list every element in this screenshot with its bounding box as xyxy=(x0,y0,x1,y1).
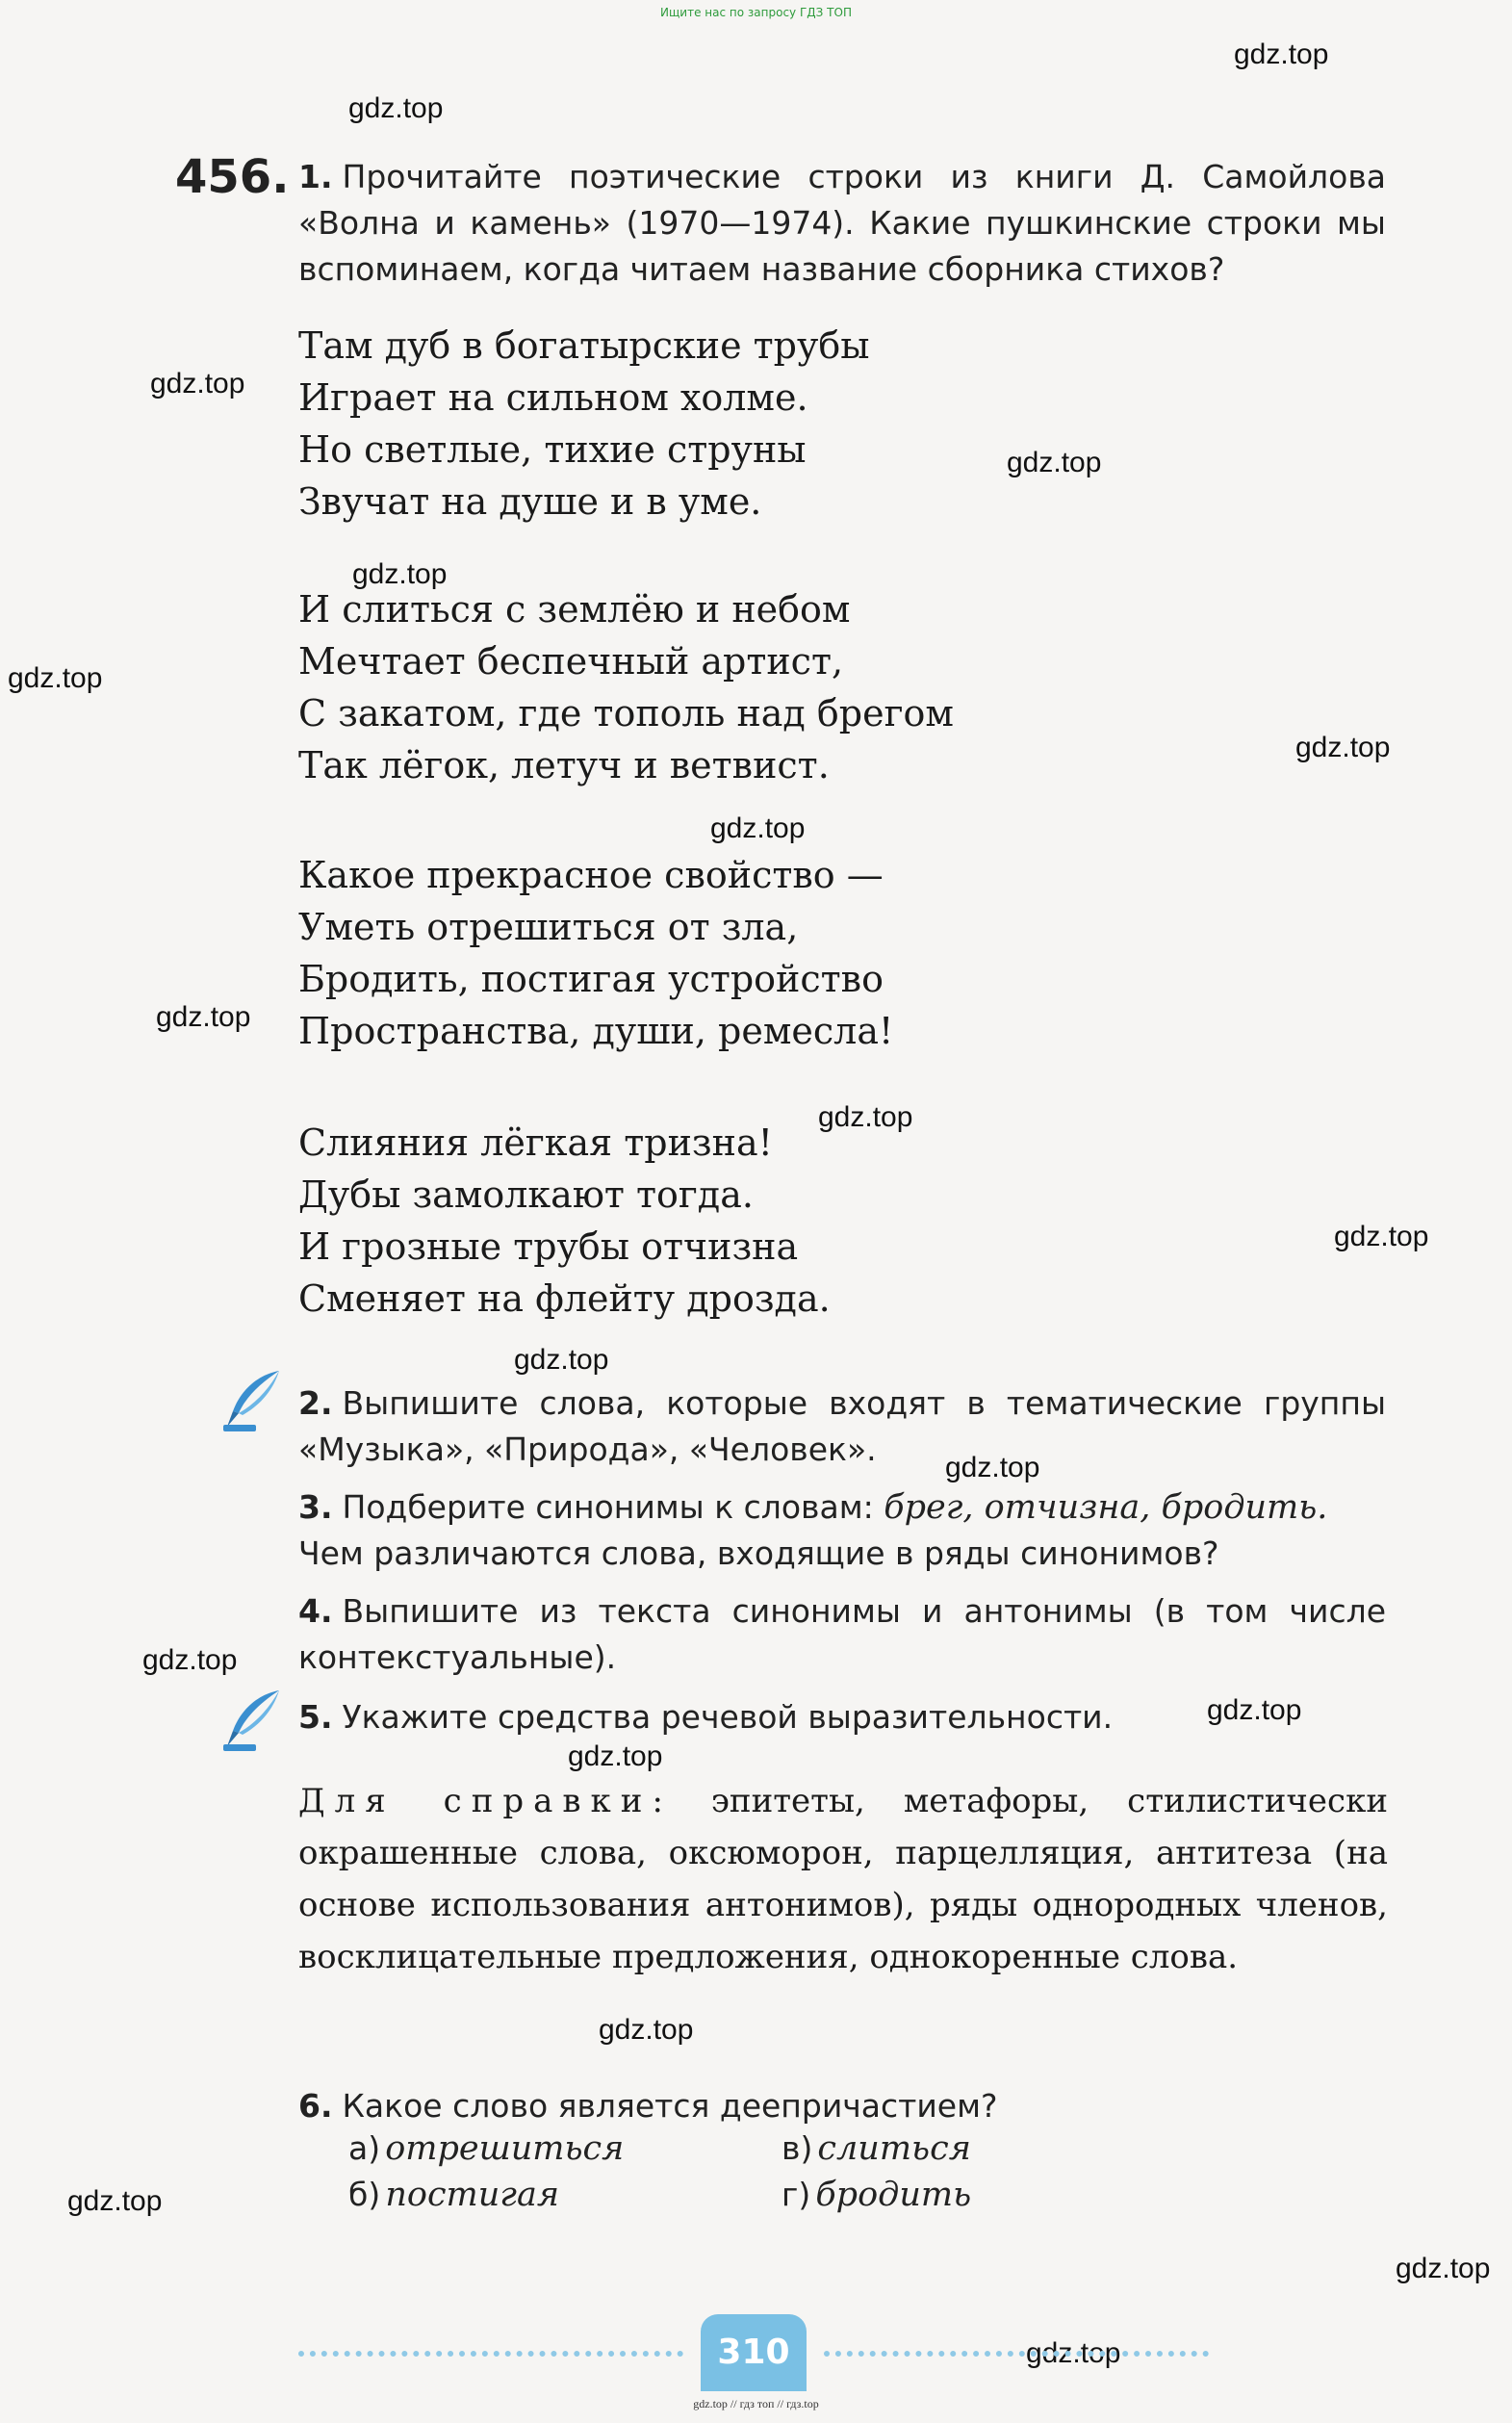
option-word: слиться xyxy=(817,2129,971,2168)
poem-line: И слиться с землёю и небом xyxy=(298,588,851,631)
task-text: Выпишите слова, которые входят в тематические группы «Музыка», «Природа», «Человек». xyxy=(298,1384,1386,1468)
footer-note: gdz.top // гдз топ // гдз.top xyxy=(693,2397,819,2410)
task-italic-words: брег, отчизна, бродить. xyxy=(884,1488,1328,1527)
option-word: бродить xyxy=(815,2176,972,2214)
watermark: gdz.top xyxy=(1334,1221,1429,1252)
watermark: gdz.top xyxy=(1207,1694,1302,1726)
task-number: 4. xyxy=(298,1592,333,1630)
option-letter: в) xyxy=(782,2129,813,2167)
task-6 xyxy=(298,2083,1386,2129)
watermark: gdz.top xyxy=(945,1452,1040,1483)
poem-line: Мечтает беспечный артист, xyxy=(298,640,844,683)
watermark: gdz.top xyxy=(1026,2337,1121,2369)
poem-line: Там дуб в богатырские трубы xyxy=(298,324,870,367)
task-number: 5. xyxy=(298,1698,333,1736)
watermark: gdz.top xyxy=(1234,39,1329,70)
quill-icon xyxy=(219,1687,287,1754)
quill-icon xyxy=(219,1367,287,1434)
option-word: постигая xyxy=(385,2176,560,2214)
page-number: 310 xyxy=(701,2314,807,2391)
header-note: Ищите нас по запросу ГДЗ ТОП xyxy=(660,6,852,19)
task-1 xyxy=(298,154,1386,293)
task-text-continued: Чем различаются слова, входящие в ряды синонимов? xyxy=(298,1534,1219,1572)
poem-line: Звучат на душе и в уме. xyxy=(298,480,762,523)
page-number-bar xyxy=(289,2314,1213,2391)
task-3 xyxy=(298,1484,1396,1577)
watermark: gdz.top xyxy=(1295,732,1391,763)
task-5 xyxy=(298,1694,1386,1740)
watermark: gdz.top xyxy=(67,2185,163,2217)
task-text: Прочитайте поэтические строки из книги Д. Самойлова «Волна и камень» (1970—1974). Какие пушкинские строки мы вспоминаем, когда читаем название сборника стихов? xyxy=(298,158,1386,288)
reference-label: Для справки: xyxy=(298,1782,673,1820)
option-letter: а) xyxy=(348,2129,381,2167)
poem-line: Какое прекрасное свойство — xyxy=(298,854,884,896)
poem-line: Дубы замолкают тогда. xyxy=(298,1173,754,1216)
poem-line: Бродить, постигая устройство xyxy=(298,958,884,1000)
option-letter: г) xyxy=(782,2176,811,2213)
task-text: Укажите средства речевой выразительности. xyxy=(342,1698,1114,1736)
task-2 xyxy=(298,1380,1386,1473)
dotted-divider xyxy=(824,2351,1209,2362)
task-text: Какое слово является деепричастием? xyxy=(342,2087,998,2125)
reference-block xyxy=(298,1775,1388,1983)
task-4 xyxy=(298,1588,1386,1681)
watermark: gdz.top xyxy=(710,812,806,844)
option-letter: б) xyxy=(348,2176,381,2213)
watermark: gdz.top xyxy=(568,1740,663,1772)
option-a xyxy=(348,2129,624,2168)
watermark: gdz.top xyxy=(599,2014,694,2046)
task-number: 3. xyxy=(298,1488,333,1526)
poem-stanza-3 xyxy=(298,849,893,1057)
poem-line: Играет на сильном холме. xyxy=(298,376,808,419)
watermark: gdz.top xyxy=(156,1001,251,1033)
poem-line: Но светлые, тихие струны xyxy=(298,428,807,471)
watermark: gdz.top xyxy=(352,558,448,590)
watermark: gdz.top xyxy=(818,1101,913,1133)
watermark: gdz.top xyxy=(1396,2253,1491,2284)
watermark: gdz.top xyxy=(142,1644,238,1676)
task-number: 2. xyxy=(298,1384,333,1422)
watermark: gdz.top xyxy=(150,368,245,400)
poem-line: Пространства, души, ремесла! xyxy=(298,1010,894,1052)
dotted-divider xyxy=(298,2351,683,2362)
option-word: отрешиться xyxy=(385,2129,625,2168)
poem-line: Слияния лёгкая тризна! xyxy=(298,1121,773,1164)
watermark: gdz.top xyxy=(8,662,103,694)
exercise-number: 456. xyxy=(175,150,290,204)
option-g xyxy=(782,2176,971,2214)
watermark: gdz.top xyxy=(348,92,444,124)
poem-stanza-4 xyxy=(298,1117,831,1325)
poem-line: И грозные трубы отчизна xyxy=(298,1225,799,1268)
watermark: gdz.top xyxy=(1007,447,1102,478)
task-text: Подберите синонимы к словам: xyxy=(342,1488,874,1526)
poem-stanza-2 xyxy=(298,583,954,791)
option-b xyxy=(348,2176,559,2214)
reference-text: эпитеты, метафоры, стилистически окрашенные слова, оксюморон, парцелляция, антитеза (на основе использования антонимов), ряды однородных членов, восклицательные предложения, однокоренные слова. xyxy=(298,1782,1388,1976)
poem-line: Уметь отрешиться от зла, xyxy=(298,906,799,948)
task-text: Выпишите из текста синонимы и антонимы (в том числе контекстуальные). xyxy=(298,1592,1386,1676)
option-v xyxy=(782,2129,971,2168)
task-number: 1. xyxy=(298,158,333,195)
watermark: gdz.top xyxy=(514,1344,609,1376)
poem-line: С закатом, где тополь над брегом xyxy=(298,692,954,735)
task-number: 6. xyxy=(298,2087,333,2125)
poem-line: Сменяет на флейту дрозда. xyxy=(298,1277,831,1320)
poem-line: Так лёгок, летуч и ветвист. xyxy=(298,744,830,786)
poem-stanza-1 xyxy=(298,320,870,528)
